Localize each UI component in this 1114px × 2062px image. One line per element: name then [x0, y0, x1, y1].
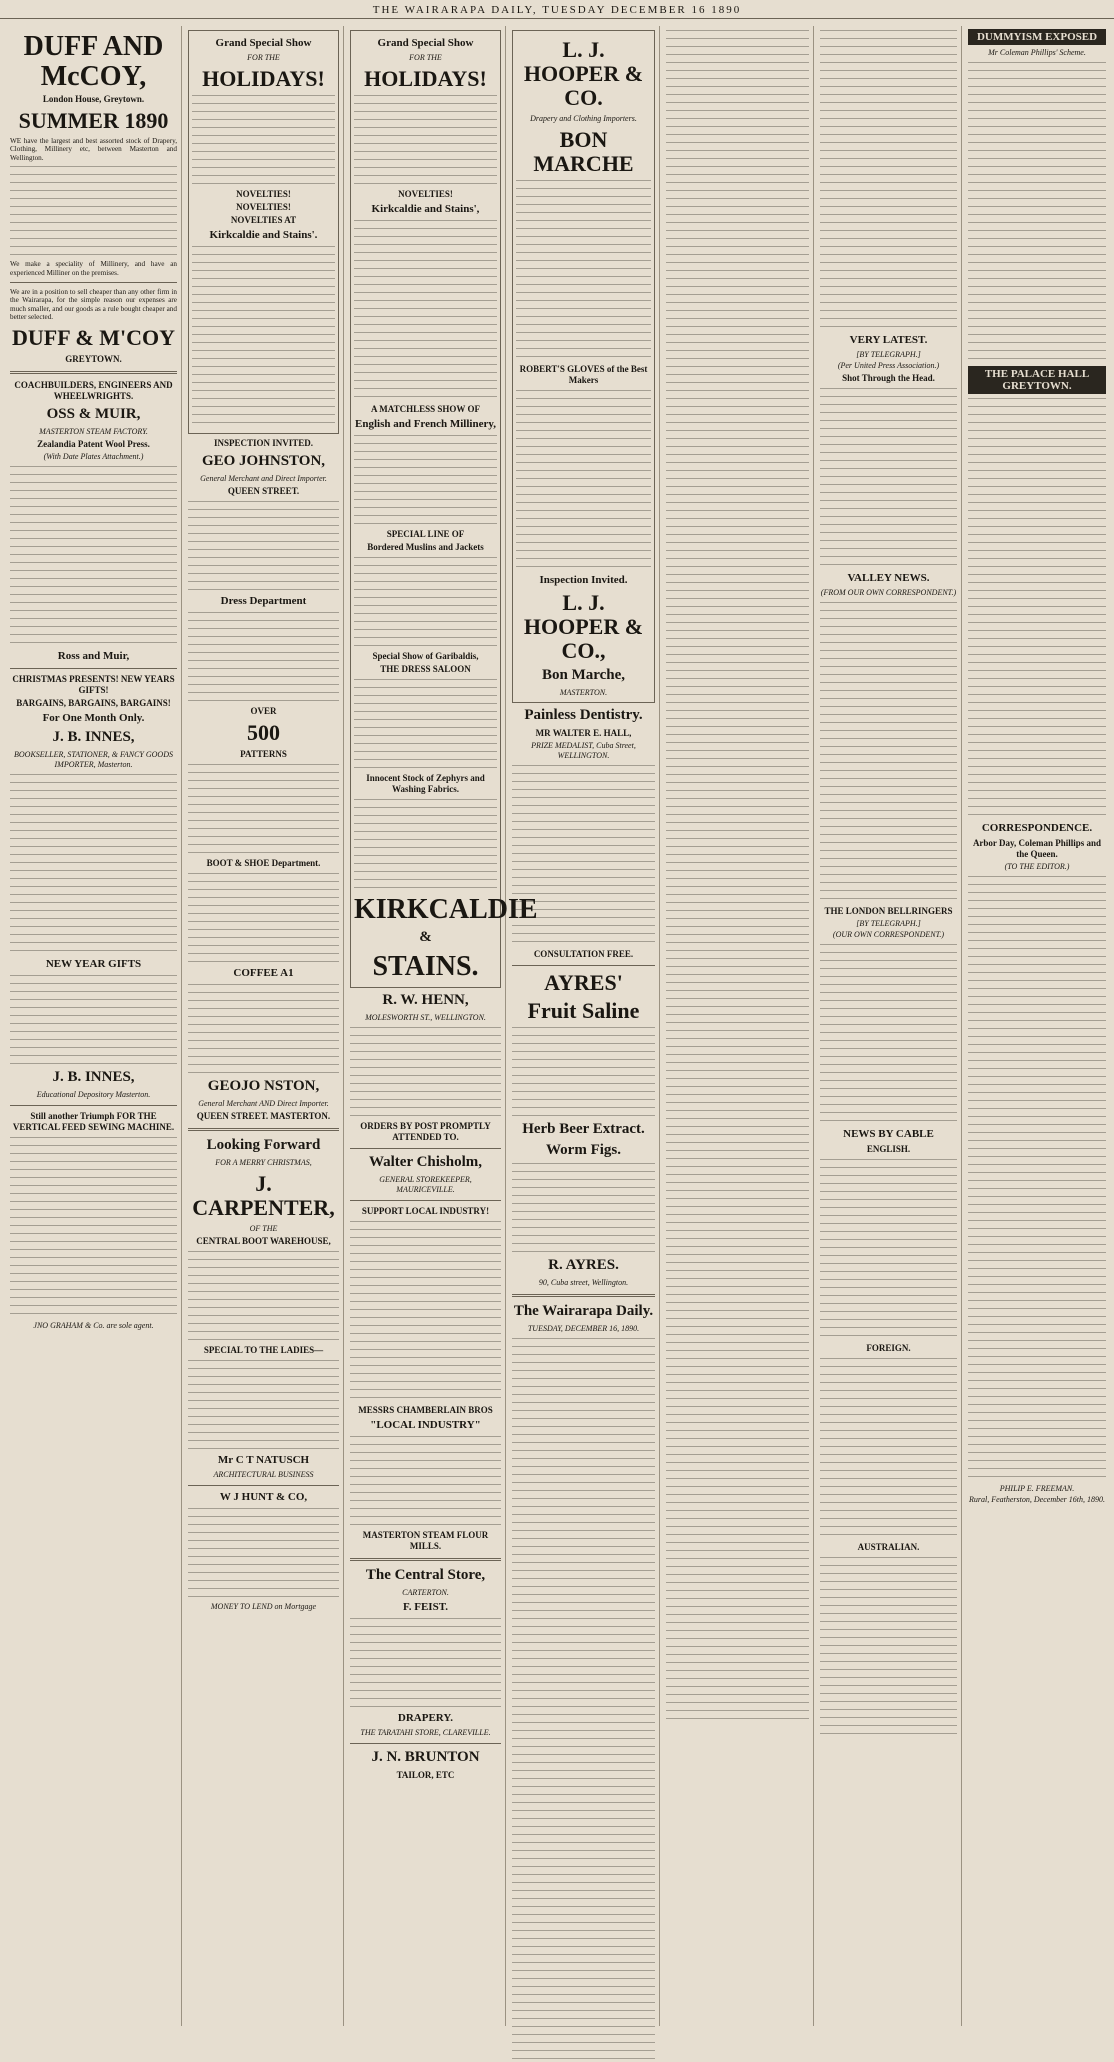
hall: MR WALTER E. HALL, — [535, 728, 632, 738]
patterns: PATTERNS — [240, 749, 287, 759]
text-block — [350, 1618, 501, 1708]
news-text — [666, 1302, 809, 1722]
duff-position: We are in a position to sell cheaper than any other firm in the Wairarapa, for the simple reason our expenses are much smaller, and our goods as a rule bought cheaper and better selected. — [10, 288, 177, 322]
money-to-lend: MONEY TO LEND on Mortgage — [210, 1602, 317, 1611]
signature: PHILIP E. FREEMAN. — [999, 1484, 1075, 1493]
fruit-saline: Fruit Saline — [527, 998, 640, 1023]
very-latest: VERY LATEST. — [849, 334, 928, 346]
text-block — [354, 220, 497, 400]
taratahi: THE TARATAHI STORE, CLAREVILLE. — [360, 1728, 491, 1737]
foreign: FOREIGN. — [866, 1343, 911, 1353]
one-month: For One Month Only. — [42, 711, 145, 724]
flour-mills: MASTERTON STEAM FLOUR MILLS. — [362, 1530, 489, 1551]
painless: Painless Dentistry. — [524, 707, 643, 723]
chamberlain: MESSRS CHAMBERLAIN BROS — [358, 1405, 493, 1415]
duff-intro: WE have the largest and best assorted stock of Drapery, Clothing, Millinery etc, between Masterton and Wellington. — [10, 137, 177, 162]
henn: R. W. HENN, — [382, 992, 469, 1008]
innes: J. B. INNES, — [52, 728, 135, 745]
text-block — [350, 1221, 501, 1401]
ayres: AYRES' — [544, 970, 623, 995]
architectural: ARCHITECTURAL BUSINESS — [213, 1470, 314, 1479]
geo-2-sub: General Merchant AND Direct Importer. — [198, 1099, 329, 1108]
text-block — [516, 390, 651, 570]
innes-sub: BOOKSELLER, STATIONER, & FANCY GOODS IMPORTER, Masterton. — [14, 749, 173, 769]
divider — [350, 1148, 501, 1149]
text-block — [188, 873, 339, 963]
arbor-day: Arbor Day, Coleman Phillips and the Queen. — [972, 838, 1102, 859]
special-ladies: SPECIAL TO THE LADIES— — [203, 1345, 324, 1355]
letter-text — [968, 1300, 1106, 1480]
by-telegraph: [BY TELEGRAPH.] — [856, 350, 921, 359]
garibaldis: Special Show of Garibaldis, — [372, 651, 479, 661]
duff-sign: DUFF & M'COY — [12, 324, 175, 350]
masthead: THE WAIRARAPA DAILY, TUESDAY DECEMBER 16 1890 — [0, 4, 1114, 19]
text-block — [354, 95, 497, 185]
text-block — [188, 764, 339, 854]
queen-street-2: QUEEN STREET. MASTERTON. — [196, 1111, 331, 1121]
london-house: London House, Greytown. — [42, 94, 145, 104]
divider — [188, 1485, 339, 1486]
queen-street: QUEEN STREET. — [227, 486, 300, 496]
editorial-text — [512, 1338, 655, 1758]
text-block — [350, 1027, 501, 1117]
news-text — [666, 878, 809, 1298]
hooper-box — [512, 30, 655, 703]
bon-marche: BON MARCHE — [533, 127, 634, 176]
grand-show: Grand Special Show — [215, 37, 312, 49]
divider — [188, 1128, 339, 1131]
chisholm: Walter Chisholm, — [368, 1154, 483, 1170]
paper-date: TUESDAY, DECEMBER 16, 1890. — [527, 1324, 640, 1333]
summer-heading: SUMMER 1890 — [18, 108, 169, 133]
news-text — [820, 602, 957, 902]
bon-marche-2: Bon Marche, — [541, 667, 626, 683]
innes-2: J. B. INNES, — [52, 1068, 135, 1085]
text-block — [516, 180, 651, 360]
holidays-box — [188, 30, 339, 434]
text-block — [512, 1027, 655, 1117]
text-block — [10, 166, 177, 256]
natusch: Mr C T NATUSCH — [217, 1454, 310, 1466]
drapery: DRAPERY. — [397, 1712, 454, 1724]
boot-shoe: BOOT & SHOE Department. — [206, 858, 321, 868]
dummyism-sub: Mr Coleman Phillips' Scheme. — [988, 48, 1086, 57]
news-text — [820, 30, 957, 330]
text-block — [10, 466, 177, 646]
shot-head: Shot Through the Head. — [842, 373, 935, 383]
feist: F. FEIST. — [403, 1601, 448, 1613]
divider — [350, 1743, 501, 1744]
innes-2-sub: Educational Depository Masterton. — [36, 1089, 151, 1099]
ross-muir-2: Ross and Muir, — [57, 649, 130, 662]
for-the-2: FOR THE — [409, 53, 442, 62]
ross-muir: OSS & MUIR, — [46, 405, 141, 422]
own-corr: (FROM OUR OWN CORRESPONDENT.) — [820, 588, 957, 597]
editorial-text — [512, 1762, 655, 2062]
innocent-stock: Innocent Stock of Zephyrs and Washing Fabrics. — [366, 773, 485, 794]
divider — [512, 965, 655, 966]
column-5 — [662, 26, 814, 2026]
australian: AUSTRALIAN. — [857, 1542, 920, 1552]
own-corr-2: (OUR OWN CORRESPONDENT.) — [832, 930, 945, 939]
inspection-invited-2: Inspection Invited. — [539, 574, 628, 586]
holidays: HOLIDAYS! — [202, 66, 325, 91]
text-block — [192, 246, 335, 426]
geo-johnston: GEO JOHNSTON, — [201, 453, 326, 469]
column-2 — [184, 26, 344, 2026]
dummyism-heading: DUMMYISM EXPOSED — [968, 29, 1106, 45]
news-text — [820, 1557, 957, 1737]
masterton: MASTERTON. — [559, 688, 608, 697]
central-store: The Central Store, — [365, 1567, 486, 1583]
news-text — [666, 30, 809, 450]
english-french: English and French Millinery, — [355, 418, 496, 430]
carpenter: J. CARPENTER, — [192, 1171, 335, 1220]
english: ENGLISH. — [866, 1144, 911, 1154]
matchless: A MATCHLESS SHOW OF — [371, 404, 480, 414]
news-text — [968, 62, 1106, 362]
palace-hall: THE PALACE HALL GREYTOWN. — [968, 366, 1106, 394]
text-block — [354, 799, 497, 889]
news-by-cable: NEWS BY CABLE — [843, 1128, 934, 1140]
news-text — [968, 398, 1106, 818]
news-text — [820, 944, 957, 1124]
column-7 — [964, 26, 1110, 2026]
triumph: Still another Triumph FOR THE VERTICAL FEED SEWING MACHINE. — [12, 1110, 175, 1132]
column-3 — [346, 26, 538, 2026]
brunton: J. N. BRUNTON — [371, 1749, 480, 1765]
column-6 — [816, 26, 962, 2026]
geo-sub: General Merchant and Direct Importer. — [200, 474, 327, 483]
kirkcaldie-big: KIRKCALDIE — [354, 894, 538, 925]
r-ayres: R. AYRES. — [548, 1257, 619, 1273]
text-block — [188, 1360, 339, 1450]
text-block — [188, 612, 339, 702]
novelties-2: NOVELTIES! — [236, 202, 291, 212]
orders-post: ORDERS BY POST PROMPTLY ATTENDED TO. — [360, 1121, 491, 1142]
correspondence: CORRESPONDENCE. — [981, 822, 1093, 834]
grand-show-2: Grand Special Show — [377, 37, 474, 49]
text-block — [10, 1137, 177, 1317]
text-block — [192, 95, 335, 185]
of-the: OF THE — [249, 1224, 278, 1233]
novelties-4: NOVELTIES! — [398, 189, 453, 199]
bargains: BARGAINS, BARGAINS, BARGAINS! — [16, 697, 171, 708]
divider — [10, 668, 177, 669]
xmas-presents: CHRISTMAS PRESENTS! NEW YEARS GIFTS! — [12, 673, 175, 695]
new-year-gifts: NEW YEAR GIFTS — [45, 957, 142, 970]
hunt: W J HUNT & CO, — [219, 1491, 308, 1503]
stains-big: STAINS. — [372, 951, 479, 982]
news-text — [820, 1159, 957, 1339]
text-block — [350, 1436, 501, 1526]
text-block — [10, 774, 177, 954]
special-line: SPECIAL LINE OF — [386, 529, 465, 539]
inspection-invited: INSPECTION INVITED. — [213, 438, 314, 448]
dress-dept: Dress Department — [220, 595, 307, 607]
worm-figs: Worm Figs. — [546, 1142, 621, 1158]
wool-press: Zealandia Patent Wool Press. — [37, 438, 150, 449]
coffee: COFFEE A1 — [233, 967, 294, 979]
over-num: 500 — [247, 720, 280, 745]
hooper-2: L. J. HOOPER & CO., — [523, 590, 644, 663]
wool-press-note: (With Date Plates Attachment.) — [43, 451, 144, 461]
local-industry-quote: "LOCAL INDUSTRY" — [370, 1419, 481, 1431]
text-block — [188, 1508, 339, 1598]
ross-sub: MASTERTON STEAM FACTORY. — [39, 426, 148, 436]
text-block — [354, 679, 497, 769]
kirkcaldie-stains: Kirkcaldie and Stains'. — [209, 229, 318, 241]
news-text — [666, 454, 809, 874]
dress-saloon: THE DRESS SALOON — [380, 664, 471, 674]
novelties-1: NOVELTIES! — [236, 189, 291, 199]
over: OVER — [250, 706, 277, 716]
consultation: CONSULTATION FREE. — [533, 949, 634, 959]
holidays-2: HOLIDAYS! — [364, 66, 487, 91]
carterton: CARTERTON. — [402, 1588, 449, 1597]
to-editor: (TO THE EDITOR.) — [1004, 862, 1070, 871]
roberts-gloves: ROBERT'S GLOVES of the Best Makers — [519, 364, 648, 385]
looking-forward: Looking Forward — [206, 1137, 321, 1153]
coachbuilders: COACHBUILDERS, ENGINEERS AND WHEELWRIGHTS. — [14, 379, 173, 401]
hall-sub: PRIZE MEDALIST, Cuba Street, WELLINGTON. — [531, 741, 636, 760]
divider — [10, 1105, 177, 1106]
news-text — [820, 1358, 957, 1538]
signature-place: Rural, Featherston, December 16th, 1890. — [969, 1495, 1105, 1504]
duff-millinery: We make a speciality of Millinery, and have an experienced Milliner on the premises. — [10, 260, 177, 277]
text-block — [188, 984, 339, 1074]
letter-text — [968, 876, 1106, 1296]
ampersand: & — [419, 929, 432, 945]
column-4 — [508, 26, 660, 2026]
text-block — [188, 1251, 339, 1341]
divider — [350, 1200, 501, 1201]
divider — [10, 282, 177, 283]
chisholm-sub: GENERAL STOREKEEPER, MAURICEVILLE. — [379, 1175, 472, 1194]
press-assoc: (Per United Press Association.) — [837, 361, 940, 370]
by-telegraph-2: [BY TELEGRAPH.] — [856, 919, 921, 928]
merry-christmas: FOR A MERRY CHRISTMAS, — [215, 1158, 312, 1167]
hooper-sub: Drapery and Clothing Importers. — [530, 114, 637, 123]
duff-mccoy-title: DUFF AND McCOY, — [23, 31, 164, 92]
divider — [10, 371, 177, 374]
valley-news: VALLEY NEWS. — [847, 572, 930, 584]
text-block — [512, 1163, 655, 1253]
holidays-box-2 — [350, 30, 538, 988]
novelties-3: NOVELTIES AT — [230, 215, 297, 225]
henn-sub: MOLESWORTH ST., WELLINGTON. — [365, 1013, 486, 1022]
kirk-line: Kirkcaldie and Stains', — [371, 203, 480, 215]
divider — [512, 1294, 655, 1297]
central-boot: CENTRAL BOOT WAREHOUSE, — [196, 1236, 331, 1246]
tailor: TAILOR, ETC — [396, 1770, 455, 1780]
text-block — [10, 975, 177, 1065]
text-block — [512, 765, 655, 945]
duff-town: GREYTOWN. — [65, 353, 122, 364]
text-block — [354, 557, 497, 647]
graham-agent: JNO GRAHAM & Co. are sole agent. — [33, 1320, 154, 1330]
divider — [350, 1558, 501, 1561]
local-industry: SUPPORT LOCAL INDUSTRY! — [361, 1206, 490, 1216]
for-the: FOR THE — [247, 53, 280, 62]
text-block — [354, 435, 497, 525]
column-1 — [6, 26, 182, 2026]
r-ayres-sub: 90, Cuba street, Wellington. — [538, 1278, 629, 1287]
hooper: L. J. HOOPER & CO. — [523, 37, 644, 110]
text-block — [188, 501, 339, 591]
paper-title: The Wairarapa Daily. — [513, 1303, 654, 1319]
bordered-muslins: Bordered Muslins and Jackets — [367, 542, 484, 552]
bellringers: THE LONDON BELLRINGERS — [824, 906, 953, 916]
news-text — [820, 388, 957, 568]
geo-johnston-2: GEOJO NSTON, — [207, 1078, 320, 1094]
herb-beer: Herb Beer Extract. — [522, 1121, 645, 1137]
